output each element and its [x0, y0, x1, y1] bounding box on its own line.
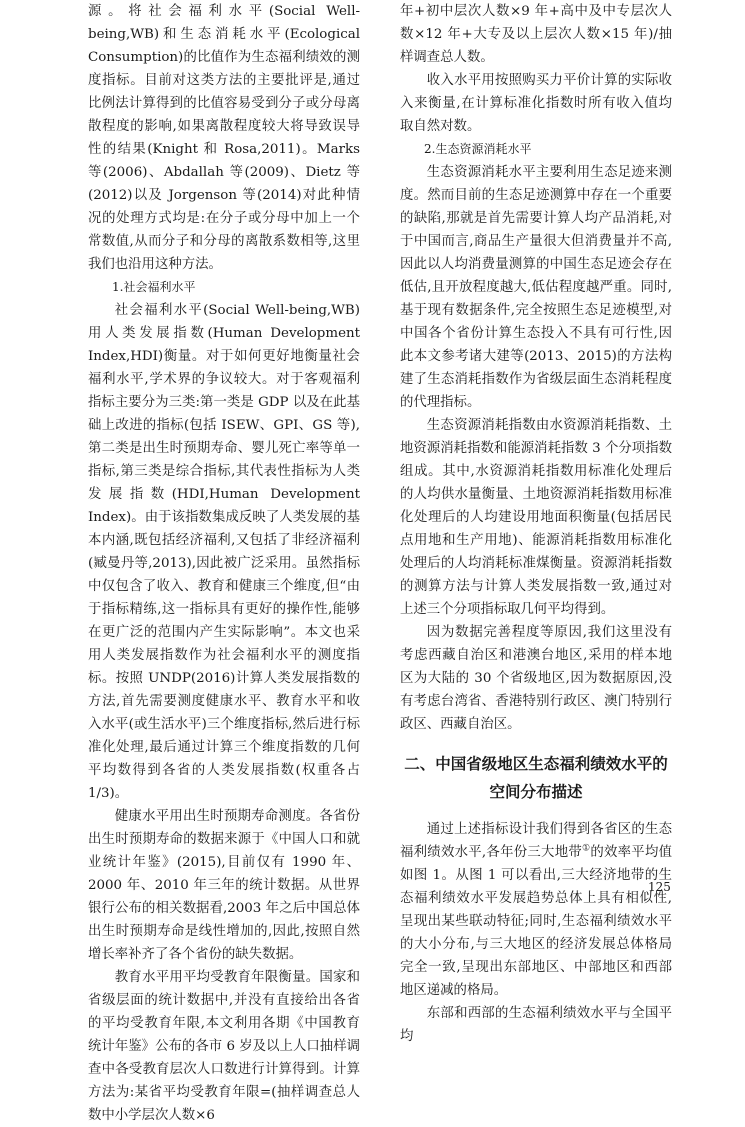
- paragraph-income-level: 收入水平用按照购买力平价计算的实际收入来衡量,在计算标准化指数时所有收入值均取自然对数。: [400, 73, 672, 134]
- paragraph-east-west-comparison: 东部和西部的生态福利绩效水平与全国平均: [400, 1006, 672, 1044]
- footnote-marker[interactable]: ①: [582, 843, 591, 854]
- section-title-line-1: 二、中国省级地区生态福利绩效水平的: [404, 755, 668, 773]
- paragraph-spatial-distribution-part-1: 通过上述指标设计我们得到各省区的生态福利绩效水平,各年份三大地带: [400, 822, 672, 860]
- paragraph-hdi: 社会福利水平(Social Well-being,WB)用人类发展指数(Human Development Index,HDI)衡量。对于如何更好地衡量社会福利水平,学术界的争议较大。对于客观福利指标主要分为三类:第一类是 GDP 以及在此基础上改进的指标(包括 ISEW、GPI、GS 等),第二类是出生时预期寿命、婴儿死亡率等单一指标,第三类是综合指标,其代表性指标为人类发展指数(HDI,Human Development Index)。由于该指数集成反映了人类发展的基本内涵,既包括经济福利,又包括了非经济福利(臧曼丹等,2013),因此被广泛采用。虽然指标中仅包含了收入、教育和健康三个维度,但“由于指标精练,这一指标具有更好的操作性,能够在更广泛的范围内产生实际影响”。本文也采用人类发展指数作为社会福利水平的测度指标。按照 UNDP(2016)计算人类发展指数的方法,首先需要测度健康水平、教育水平和收入水平(或生活水平)三个维度指标,然后进行标准化处理,最后通过计算三个维度指数的几何平均数得到各省的人类发展指数(权重各占 1/3)。: [88, 303, 360, 801]
- left-column: [88, 0, 360, 1127]
- subheading-social-wellbeing: 1.社会福利水平: [112, 280, 196, 294]
- paragraph-ratio-method: 源。将社会福利水平(Social Well-being,WB)和生态消耗水平(Ecological Consumption)的比值作为生态福利绩效的测度指标。目前对这类方法的主要批评是,通过比例法计算得到的比值容易受到分子或分母离散程度的影响,如果离散程度较大将导致误导性的结果(Knight 和 Rosa,2011)。Marks 等(2006)、Abdallah 等(2009)、Dietz 等(2012)以及 Jorgenson 等(2014)对此种情况的处理方式均是:在分子或分母中加上一个常数值,从而分子和分母的离散系数相等,这里我们也沿用这种方法。: [88, 4, 360, 272]
- page-number: 125: [648, 880, 671, 894]
- paragraph-education-level: 教育水平用平均受教育年限衡量。国家和省级层面的统计数据中,并没有直接给出各省的平均受教育年限,本文利用各期《中国教育统计年鉴》公布的各市 6 岁及以上人口抽样调查中各受教育层次人口数进行计算得到。计算方法为:某省平均受教育年限=(抽样调查总人数中小学层次人数×6: [88, 970, 360, 1123]
- paragraph-spatial-distribution-part-2: 的效率平均值如图 1。从图 1 可以看出,三大经济地带的生态福利绩效水平发展趋势总体上具有相似性,呈现出某些联动特征;同时,生态福利绩效水平的大小分布,与三大地区的经济发展总体格局完全一致,呈现出东部地区、中部地区和西部地区递减的格局。: [400, 845, 672, 998]
- paragraph-consumption-index: 生态资源消耗指数由水资源消耗指数、土地资源消耗指数和能源消耗指数 3 个分项指数组成。其中,水资源消耗指数用标准化处理后的人均供水量衡量、土地资源消耗指数用标准化处理后的人均建设用地面积衡量(包括居民点用地和生产用地)、能源消耗指数用标准化处理后的人均消耗标准煤衡量。资源消耗指数的测算方法与计算人类发展指数一致,通过对上述三个分项指标取几何平均得到。: [400, 418, 672, 617]
- paragraph-sample-regions: 因为数据完善程度等原因,我们这里没有考虑西藏自治区和港澳台地区,采用的样本地区为大陆的 30 个省级地区,因为数据原因,没有考虑台湾省、香港特别行政区、澳门特别行政区、西藏自治区。: [400, 625, 672, 732]
- paragraph-spatial-distribution: [400, 818, 672, 1002]
- paragraph-education-formula: 年+初中层次人数×9 年+高中及中专层次人数×12 年+大专及以上层次人数×15 年)/抽样调查总人数。: [400, 4, 672, 65]
- subheading-eco-consumption: 2.生态资源消耗水平: [424, 142, 532, 156]
- paragraph-ecological-footprint: 生态资源消耗水平主要利用生态足迹来测度。然而目前的生态足迹测算中存在一个重要的缺陷,那就是首先需要计算人均产品消耗,对于中国而言,商品生产量很大但消费量并不高,因此以人均消费量测算的中国生态足迹会存在低估,且开放程度越大,低估程度越严重。同时,基于现有数据条件,完全按照生态足迹模型,对中国各个省份计算生态投入不具有可行性,因此本文参考诸大建等(2013、2015)的方法构建了生态消耗指数作为省级层面生态消耗程度的代理指标。: [400, 165, 672, 410]
- right-column: [400, 0, 672, 1048]
- paragraph-health-level: 健康水平用出生时预期寿命测度。各省份出生时预期寿命的数据来源于《中国人口和就业统计年鉴》(2015),目前仅有 1990 年、2000 年、2010 年三年的统计数据。从世界银行公布的相关数据看,2003 年之后中国总体出生时预期寿命是线性增加的,因此,按照自然增长率补齐了各个省份的缺失数据。: [88, 809, 360, 962]
- section-title: [400, 750, 672, 806]
- section-title-line-2: 空间分布描述: [489, 783, 583, 801]
